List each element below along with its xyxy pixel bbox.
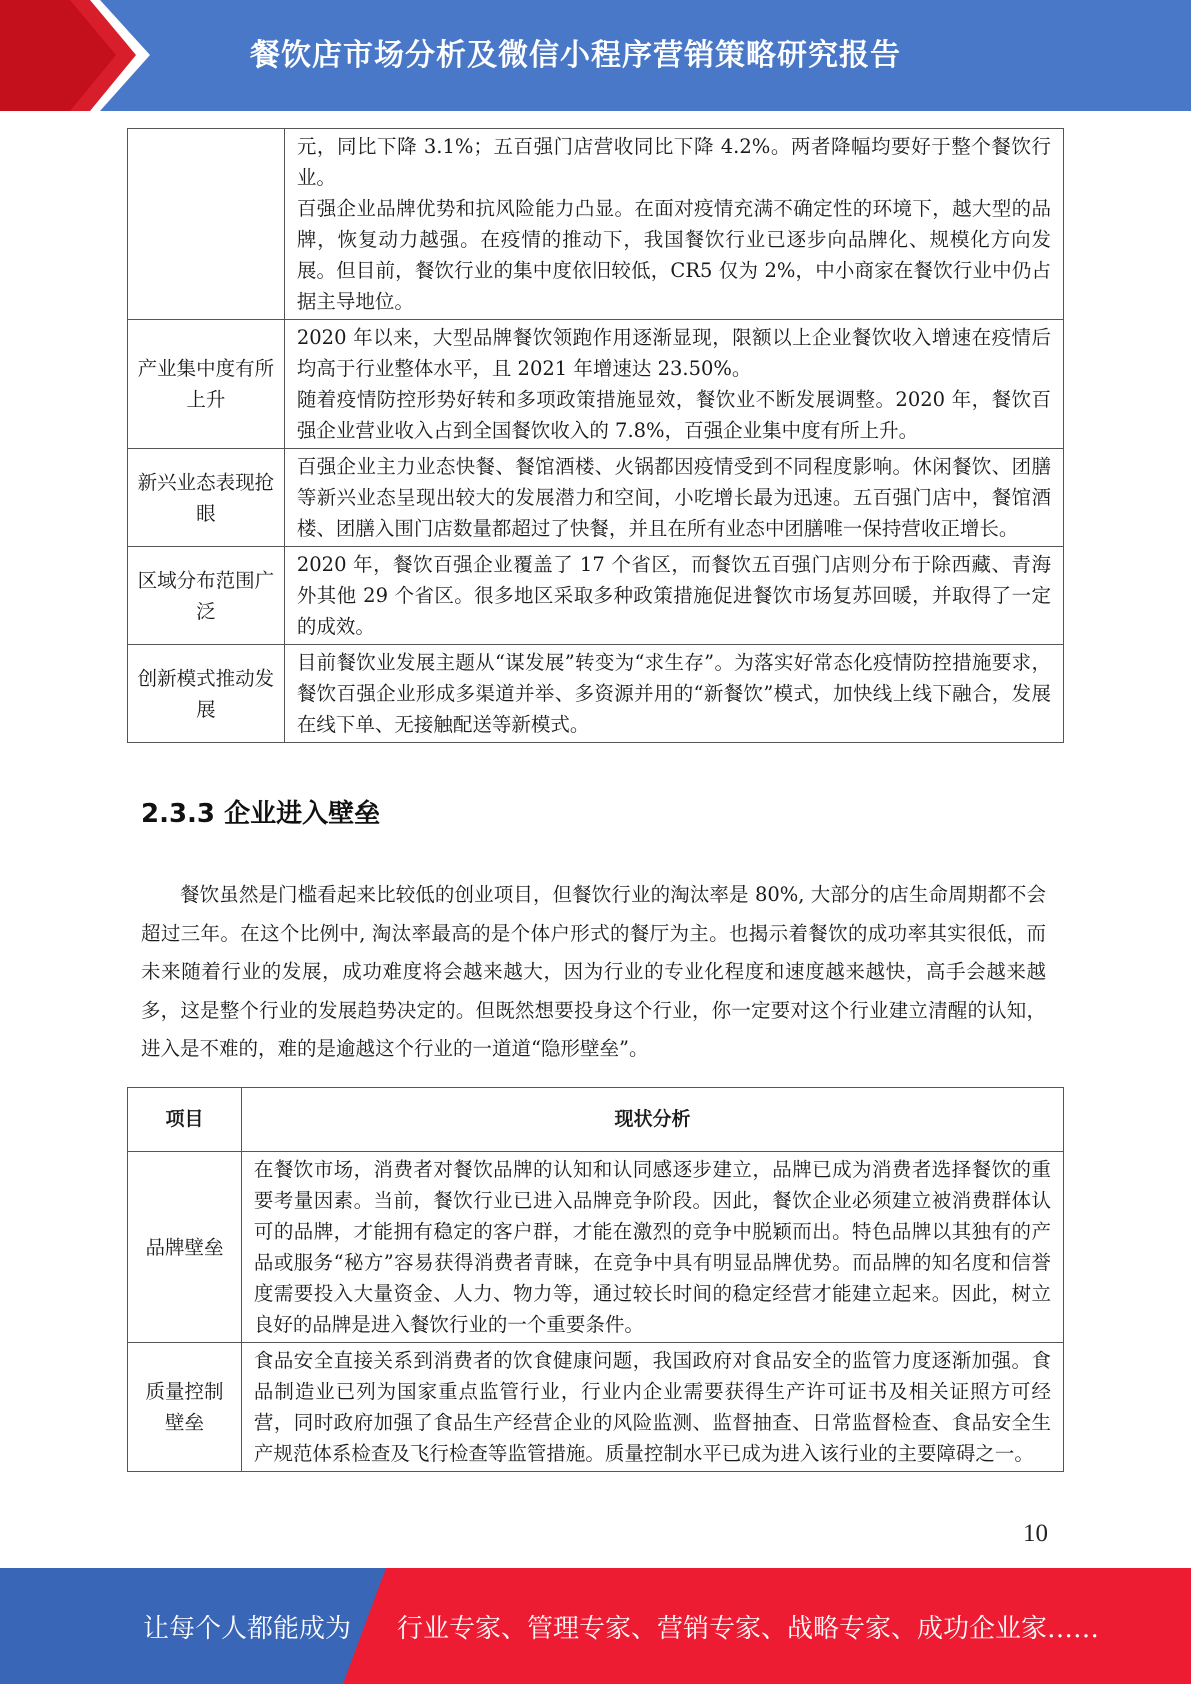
- row-paragraph: 元，同比下降 3.1%；五百强门店营收同比下降 4.2%。两者降幅均要好于整个餐饮行业。: [296, 135, 1051, 189]
- row-content: [284, 645, 1063, 743]
- row-label: [128, 129, 285, 320]
- section-heading: 2.3.3 企业进入壁垒: [141, 799, 381, 829]
- row-content: [284, 320, 1063, 449]
- table-row: [128, 547, 1064, 645]
- footer-slogan-left: 让每个人都能成为: [143, 1614, 352, 1644]
- column-header-item: 项目: [128, 1088, 242, 1152]
- row-paragraph: 随着疫情防控形势好转和多项政策措施显效，餐饮业不断发展调整。2020 年，餐饮百强企业营业收入占到全国餐饮收入的 7.8%，百强企业集中度有所上升。: [296, 388, 1051, 442]
- row-paragraph: 2020 年，餐饮百强企业覆盖了 17 个省区，而餐饮五百强门店则分布于除西藏、青海外其他 29 个省区。很多地区采取多种政策措施促进餐饮市场复苏回暖，并取得了一定的成效。: [296, 553, 1051, 638]
- report-title: 餐饮店市场分析及微信小程序营销策略研究报告: [250, 38, 901, 73]
- table-header-row: [128, 1088, 1064, 1152]
- industry-trends-table: [127, 128, 1064, 743]
- body-paragraph: 餐饮虽然是门槛看起来比较低的创业项目，但餐饮行业的淘汰率是 80%, 大部分的店生命周期都不会超过三年。在这个比例中, 淘汰率最高的是个体户形式的餐厅为主。也揭示着餐饮的成功率其实很低，而未来随着行业的发展，成功难度将会越来越大，因为行业的专业化程度和速度越来越快，高手会越来越多，这是整个行业的发展趋势决定的。但既然想要投身这个行业，你一定要对这个行业建立清醒的认知，进入是不难的，难的是逾越这个行业的一道道“隐形壁垒”。: [141, 883, 1046, 1060]
- row-label: 区域分布范围广泛: [128, 547, 285, 645]
- row-content: [284, 547, 1063, 645]
- table-row: [128, 645, 1064, 743]
- row-label: 质量控制壁垒: [128, 1343, 242, 1472]
- row-paragraph: 2020 年以来，大型品牌餐饮领跑作用逐渐显现，限额以上企业餐饮收入增速在疫情后均高于行业整体水平，且 2021 年增速达 23.50%。: [296, 326, 1051, 380]
- table-row: [128, 129, 1064, 320]
- row-content: [284, 129, 1063, 320]
- table-row: [128, 449, 1064, 547]
- page-header: [0, 0, 1191, 111]
- table-row: [128, 1343, 1064, 1472]
- row-label: 新兴业态表现抢眼: [128, 449, 285, 547]
- row-label: 产业集中度有所上升: [128, 320, 285, 449]
- row-paragraph: 百强企业主力业态快餐、餐馆酒楼、火锅都因疫情受到不同程度影响。休闲餐饮、团膳等新兴业态呈现出较大的发展潜力和空间，小吃增长最为迅速。五百强门店中，餐馆酒楼、团膳入围门店数量都超过了快餐，并且在所有业态中团膳唯一保持营收正增长。: [296, 455, 1051, 540]
- page-footer: [0, 1568, 1191, 1684]
- row-paragraph: 百强企业品牌优势和抗风险能力凸显。在面对疫情充满不确定性的环境下，越大型的品牌，恢复动力越强。在疫情的推动下，我国餐饮行业已逐步向品牌化、规模化方向发展。但目前，餐饮行业的集中度依旧较低，CR5 仅为 2%，中小商家在餐饮行业中仍占据主导地位。: [296, 197, 1051, 313]
- row-content: 在餐饮市场，消费者对餐饮品牌的认知和认同感逐步建立，品牌已成为消费者选择餐饮的重要考量因素。当前，餐饮行业已进入品牌竞争阶段。因此，餐饮企业必须建立被消费群体认可的品牌，才能拥有稳定的客户群，才能在激烈的竞争中脱颖而出。特色品牌以其独有的产品或服务“秘方”容易获得消费者青睐，在竞争中具有明显品牌优势。而品牌的知名度和信誉度需要投入大量资金、人力、物力等，通过较长时间的稳定经营才能建立起来。因此，树立良好的品牌是进入餐饮行业的一个重要条件。: [241, 1152, 1063, 1343]
- page-number: 10: [1023, 1520, 1048, 1547]
- table-row: [128, 1152, 1064, 1343]
- row-content: [284, 449, 1063, 547]
- header-chevron-graphic: [0, 0, 160, 111]
- row-label: 品牌壁垒: [128, 1152, 242, 1343]
- row-label: 创新模式推动发展: [128, 645, 285, 743]
- table-row: [128, 320, 1064, 449]
- footer-slogan-right: 行业专家、管理专家、营销专家、战略专家、成功企业家……: [397, 1614, 1100, 1644]
- row-paragraph: 目前餐饮业发展主题从“谋发展”转变为“求生存”。为落实好常态化疫情防控措施要求，餐饮百强企业形成多渠道并举、多资源并用的“新餐饮”模式，加快线上线下融合，发展在线下单、无接触配送等新模式。: [296, 651, 1051, 736]
- row-content: 食品安全直接关系到消费者的饮食健康问题，我国政府对食品安全的监管力度逐渐加强。食品制造业已列为国家重点监管行业，行业内企业需要获得生产许可证书及相关证照方可经营，同时政府加强了食品生产经营企业的风险监测、监督抽查、日常监督检查、食品安全生产规范体系检查及飞行检查等监管措施。质量控制水平已成为进入该行业的主要障碍之一。: [241, 1343, 1063, 1472]
- column-header-analysis: 现状分析: [241, 1088, 1063, 1152]
- entry-barriers-table: [127, 1087, 1064, 1472]
